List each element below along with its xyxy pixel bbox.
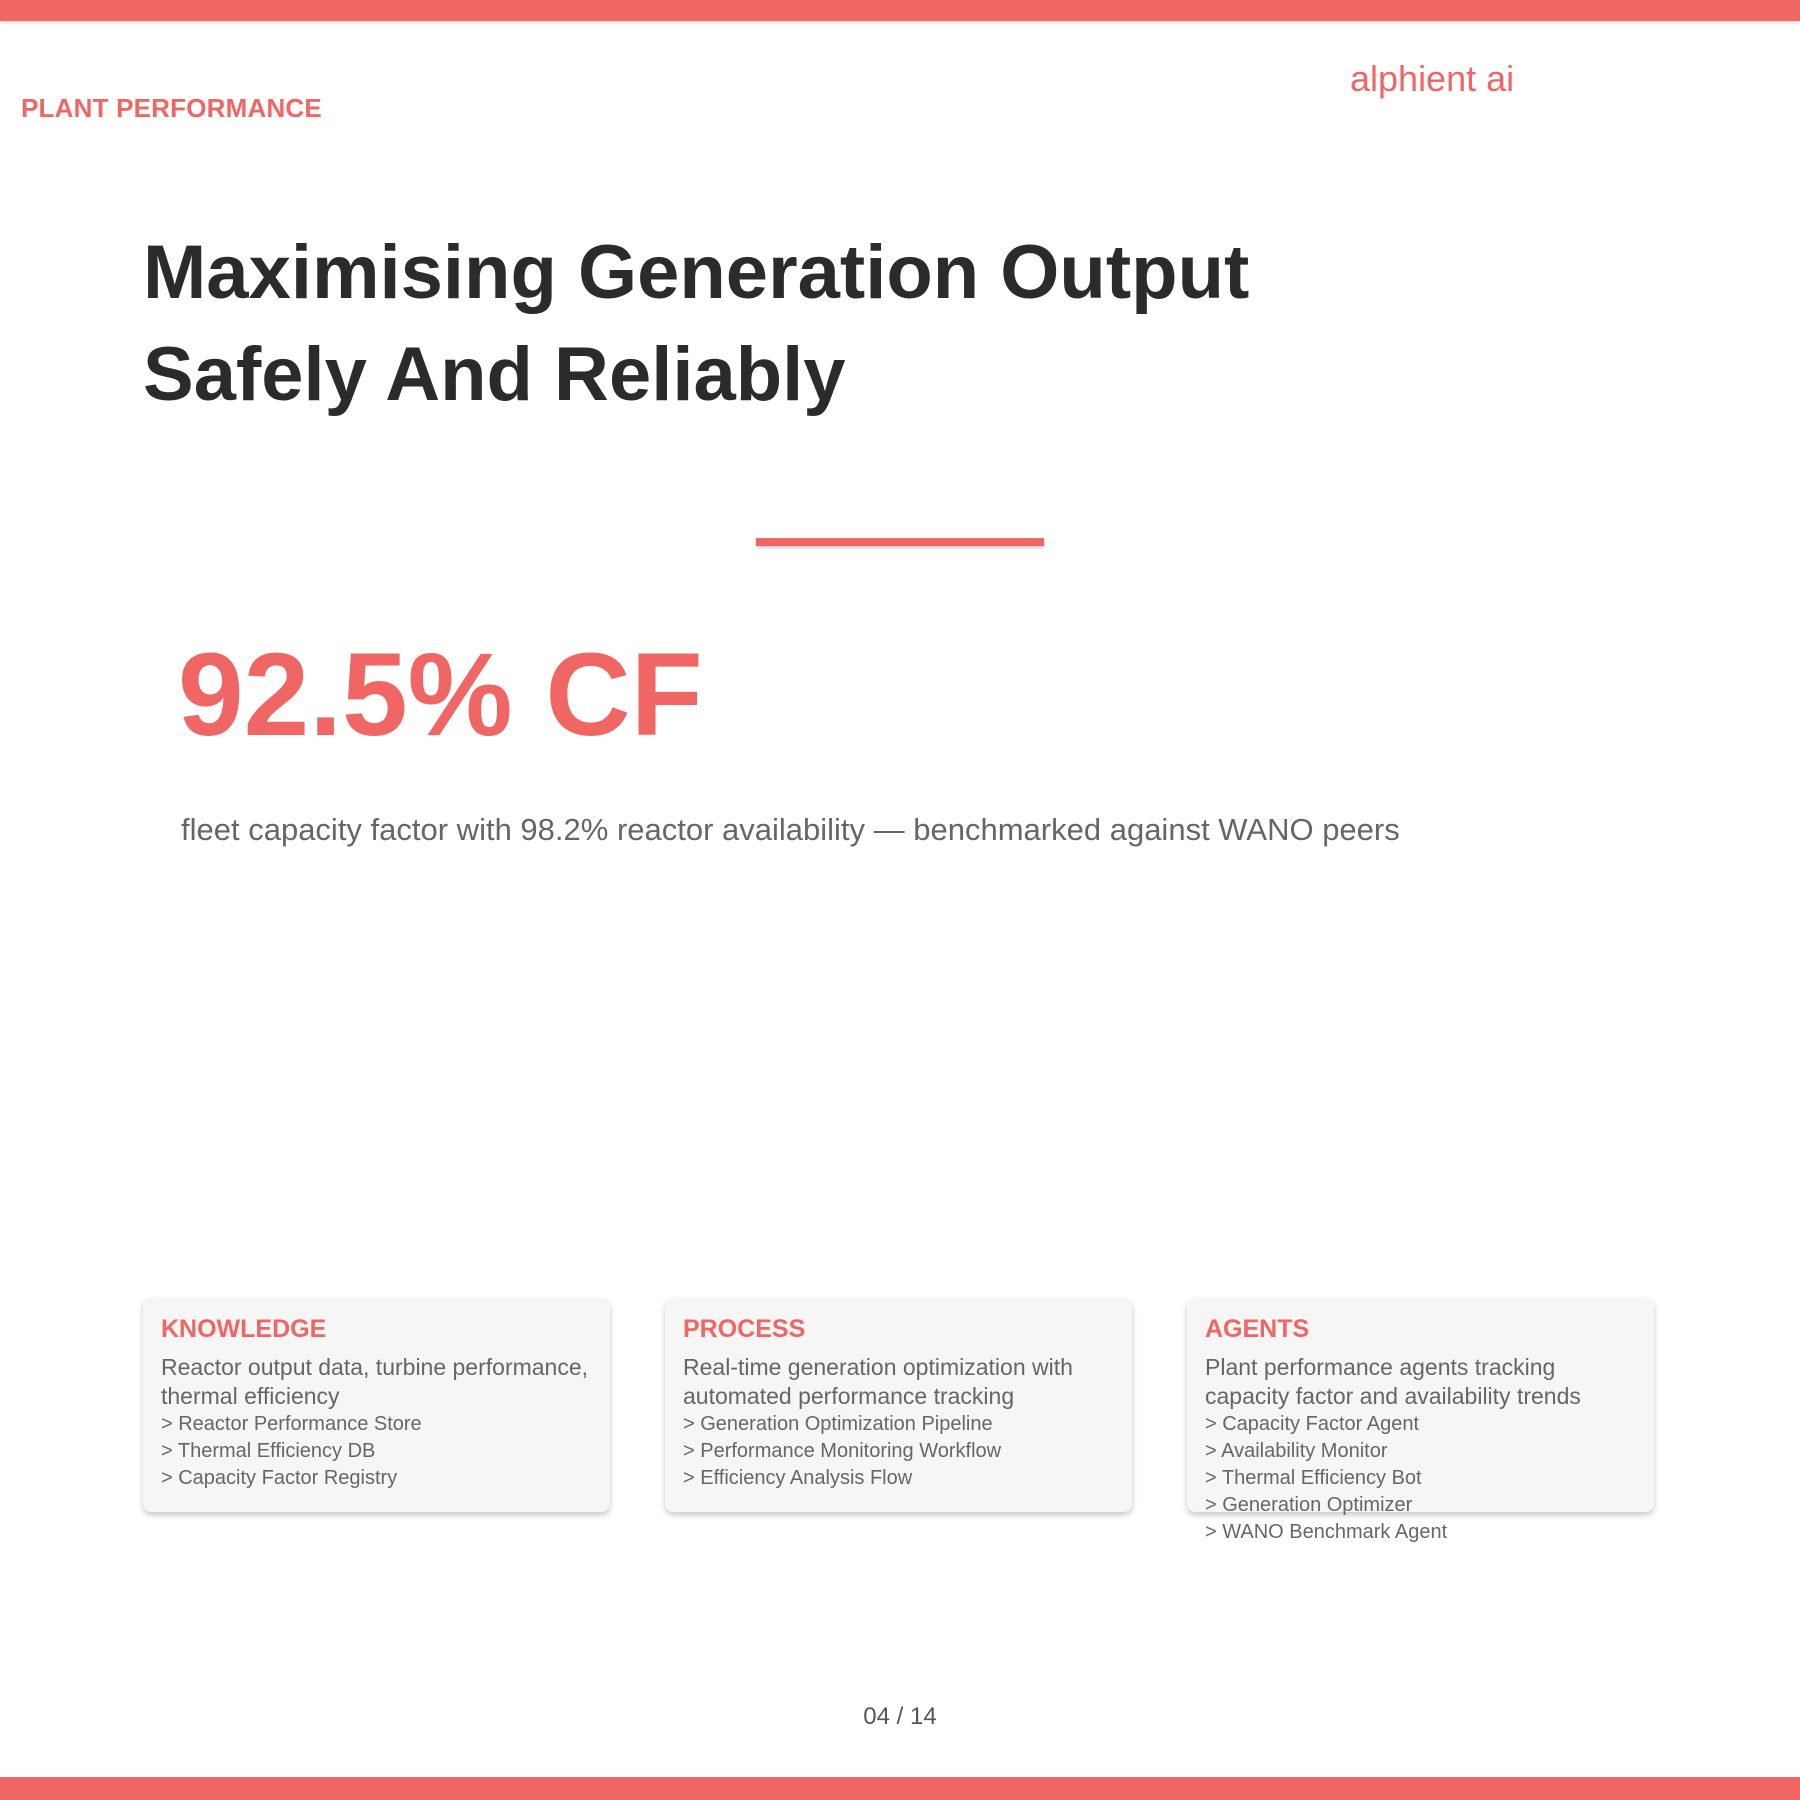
title-line-1: Maximising Generation Output	[143, 230, 1250, 315]
card-item-list	[161, 1411, 592, 1492]
list-item: > Performance Monitoring Workflow	[683, 1440, 1002, 1462]
card-process	[665, 1298, 1132, 1512]
card-heading: AGENTS	[1205, 1315, 1310, 1343]
card-agents	[1187, 1298, 1654, 1543]
list-item: > Capacity Factor Agent	[1205, 1413, 1420, 1435]
card-knowledge	[143, 1298, 610, 1512]
bottom-accent-bar	[0, 1777, 1800, 1800]
card-description: Plant performance agents tracking capacity factor and availability trends	[1205, 1354, 1581, 1409]
headline-metric: 92.5% CF	[178, 629, 703, 761]
list-item: > Efficiency Analysis Flow	[683, 1467, 913, 1489]
list-item: > Availability Monitor	[1205, 1440, 1388, 1462]
card-heading: KNOWLEDGE	[161, 1315, 327, 1343]
list-item: > Thermal Efficiency Bot	[1205, 1467, 1422, 1489]
page-title	[143, 222, 1443, 426]
card-item-list	[683, 1411, 1114, 1492]
top-accent-bar	[0, 0, 1800, 21]
section-label: PLANT PERFORMANCE	[21, 93, 322, 123]
list-item: > Capacity Factor Registry	[161, 1467, 398, 1489]
metric-caption: fleet capacity factor with 98.2% reactor availability — benchmarked against WANO peers	[181, 812, 1400, 847]
list-item: > Generation Optimizer	[1205, 1494, 1413, 1516]
list-item: > Thermal Efficiency DB	[161, 1440, 376, 1462]
card-description: Real-time generation optimization with automated performance tracking	[683, 1354, 1073, 1409]
brand-logo-text: alphient ai	[1350, 58, 1515, 99]
list-item: > Generation Optimization Pipeline	[683, 1413, 993, 1435]
page-indicator: 04 / 14	[863, 1703, 937, 1730]
title-line-2: Safely And Reliably	[143, 332, 846, 417]
list-item: > WANO Benchmark Agent	[1205, 1521, 1448, 1543]
title-divider	[756, 538, 1044, 546]
card-description: Reactor output data, turbine performance, thermal efficiency	[161, 1354, 589, 1409]
card-heading: PROCESS	[683, 1315, 806, 1343]
list-item: > Reactor Performance Store	[161, 1413, 422, 1435]
card-item-list	[1205, 1411, 1636, 1546]
